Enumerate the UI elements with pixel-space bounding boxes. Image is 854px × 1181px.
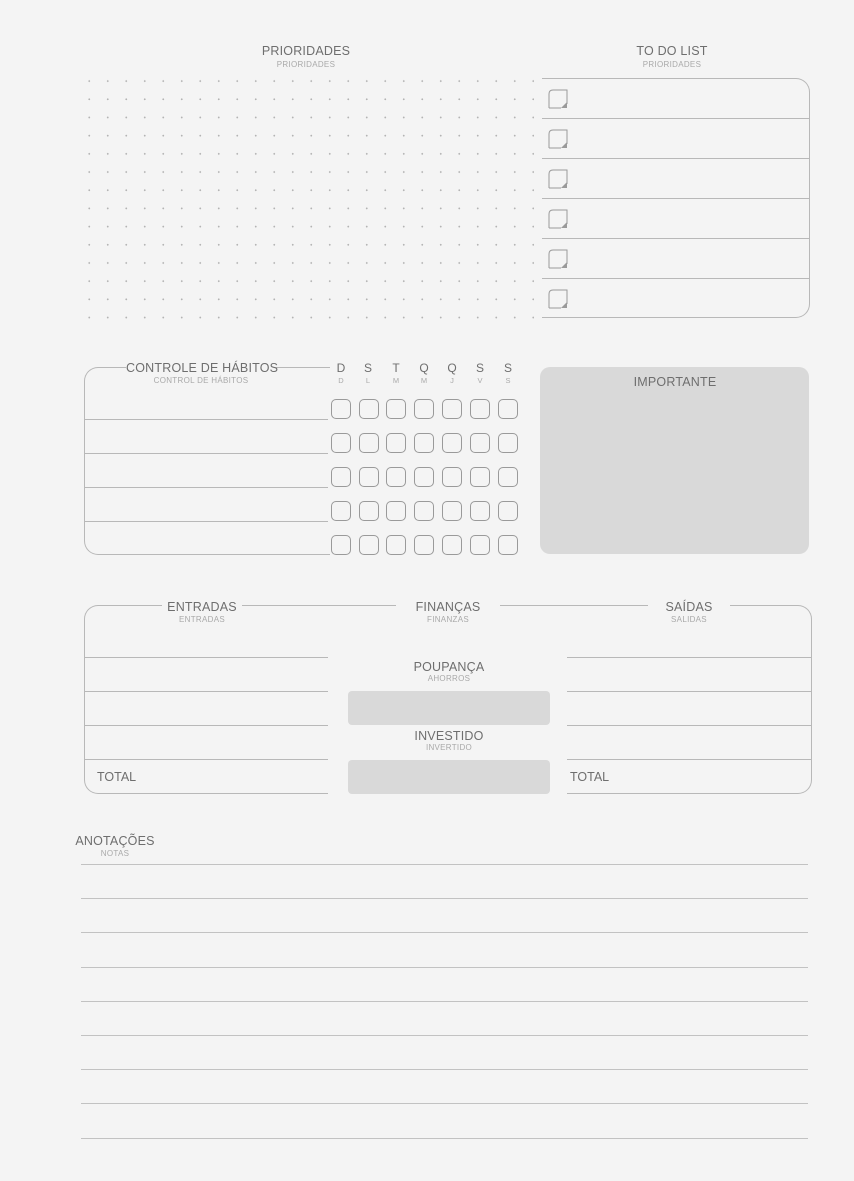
habit-day-sublabel: D	[338, 376, 344, 385]
investido-box[interactable]	[348, 760, 550, 794]
habit-checkbox[interactable]	[331, 535, 351, 555]
saidas-line	[567, 657, 812, 658]
notes-line[interactable]	[81, 1035, 808, 1036]
checkbox-icon	[548, 129, 570, 151]
habit-checkbox[interactable]	[359, 399, 379, 419]
saidas-title: SAÍDAS	[648, 600, 730, 614]
habit-checkbox[interactable]	[359, 535, 379, 555]
saidas-line	[567, 691, 812, 692]
habit-checkbox[interactable]	[414, 467, 434, 487]
habit-checkbox[interactable]	[386, 535, 406, 555]
habit-day-sublabel: M	[392, 376, 400, 385]
habit-checkbox[interactable]	[442, 467, 462, 487]
habit-checkbox[interactable]	[470, 501, 490, 521]
todo-row-divider	[542, 118, 810, 119]
todo-subtitle: PRIORIDADES	[642, 60, 702, 69]
saidas-total-label: TOTAL	[570, 770, 610, 784]
habit-day-sublabel: L	[365, 376, 371, 385]
habit-checkbox[interactable]	[331, 467, 351, 487]
habit-day-header	[497, 361, 519, 385]
habit-row-line	[84, 419, 328, 420]
entradas-line	[84, 691, 328, 692]
habit-checkbox[interactable]	[498, 399, 518, 419]
habit-row-line	[84, 521, 328, 522]
todo-checkbox[interactable]	[548, 249, 568, 269]
entradas-line	[84, 759, 328, 760]
habit-checkbox[interactable]	[442, 433, 462, 453]
notes-line[interactable]	[81, 1069, 808, 1070]
checkbox-icon	[548, 209, 570, 231]
habit-checkbox[interactable]	[470, 433, 490, 453]
habit-checkbox[interactable]	[498, 535, 518, 555]
notes-line[interactable]	[81, 1001, 808, 1002]
habit-checkbox[interactable]	[386, 399, 406, 419]
saidas-line	[567, 759, 812, 760]
entradas-line	[84, 657, 328, 658]
checkbox-icon	[548, 289, 570, 311]
todo-checkbox[interactable]	[548, 209, 568, 229]
poupanca-box[interactable]	[348, 691, 550, 725]
habit-day-label: Q	[419, 361, 429, 375]
entradas-line	[84, 725, 328, 726]
importante-box[interactable]	[540, 367, 809, 554]
habit-day-header	[469, 361, 491, 385]
habit-day-header	[385, 361, 407, 385]
habit-row-line	[84, 453, 328, 454]
prioridades-dot-grid[interactable]	[80, 72, 534, 324]
habit-day-label: S	[475, 361, 484, 375]
habit-day-label: S	[363, 361, 372, 375]
anotacoes-title: ANOTAÇÕES	[75, 834, 155, 848]
todo-checkbox[interactable]	[548, 129, 568, 149]
entradas-subtitle: ENTRADAS	[179, 615, 225, 624]
habit-day-sublabel: V	[477, 376, 483, 385]
habit-checkbox[interactable]	[442, 535, 462, 555]
habit-day-label: Q	[447, 361, 457, 375]
habit-checkbox[interactable]	[414, 399, 434, 419]
checkbox-icon	[548, 89, 570, 111]
habit-row-line	[84, 487, 328, 488]
habit-checkbox[interactable]	[386, 433, 406, 453]
financas-subtitle: FINANZAS	[427, 615, 469, 624]
habit-day-sublabel: S	[505, 376, 511, 385]
notes-line[interactable]	[81, 1138, 808, 1139]
habit-checkbox[interactable]	[498, 501, 518, 521]
notes-line[interactable]	[81, 864, 808, 865]
saidas-subtitle: SALIDAS	[671, 615, 707, 624]
habit-checkbox[interactable]	[414, 535, 434, 555]
habit-checkbox[interactable]	[386, 467, 406, 487]
habit-day-label: S	[503, 361, 512, 375]
todo-checkbox[interactable]	[548, 89, 568, 109]
habit-day-label: T	[392, 361, 400, 375]
todo-row-divider	[542, 158, 810, 159]
importante-title: IMPORTANTE	[633, 375, 717, 389]
habit-day-header	[441, 361, 463, 385]
financas-title: FINANÇAS	[396, 600, 500, 614]
habit-checkbox[interactable]	[331, 501, 351, 521]
todo-title: TO DO LIST	[636, 44, 708, 58]
notes-line[interactable]	[81, 1103, 808, 1104]
habit-day-sublabel: J	[450, 376, 454, 385]
habit-checkbox[interactable]	[414, 433, 434, 453]
habit-checkbox[interactable]	[359, 433, 379, 453]
habit-checkbox[interactable]	[470, 535, 490, 555]
prioridades-title: PRIORIDADES	[261, 44, 351, 58]
habit-checkbox[interactable]	[386, 501, 406, 521]
checkbox-icon	[548, 169, 570, 191]
notes-line[interactable]	[81, 898, 808, 899]
todo-row-divider	[542, 198, 810, 199]
habit-checkbox[interactable]	[331, 399, 351, 419]
todo-checkbox[interactable]	[548, 169, 568, 189]
habit-day-label: D	[336, 361, 346, 375]
prioridades-subtitle: PRIORIDADES	[276, 60, 336, 69]
habit-checkbox[interactable]	[359, 501, 379, 521]
checkbox-icon	[548, 249, 570, 271]
todo-checkbox[interactable]	[548, 289, 568, 309]
investido-subtitle: INVERTIDO	[425, 743, 473, 752]
entradas-frame	[84, 605, 328, 794]
poupanca-title: POUPANÇA	[413, 660, 485, 674]
habit-checkbox[interactable]	[442, 399, 462, 419]
investido-title: INVESTIDO	[414, 729, 484, 743]
poupanca-subtitle: AHORROS	[427, 674, 471, 683]
habit-checkbox[interactable]	[470, 467, 490, 487]
habit-checkbox[interactable]	[359, 467, 379, 487]
entradas-title: ENTRADAS	[162, 600, 242, 614]
saidas-line	[567, 725, 812, 726]
entradas-total-label: TOTAL	[97, 770, 137, 784]
habit-day-sublabel: M	[420, 376, 428, 385]
habit-checkbox[interactable]	[414, 501, 434, 521]
habits-subtitle: CONTROL DE HÁBITOS	[153, 376, 249, 385]
habit-checkbox[interactable]	[498, 467, 518, 487]
habit-day-header	[357, 361, 379, 385]
anotacoes-subtitle: NOTAS	[100, 849, 130, 858]
habits-title: CONTROLE DE HÁBITOS	[126, 361, 279, 375]
saidas-frame	[567, 605, 812, 794]
habit-checkbox[interactable]	[331, 433, 351, 453]
habit-day-header	[330, 361, 352, 385]
notes-line[interactable]	[81, 967, 808, 968]
todo-row-divider	[542, 238, 810, 239]
habit-checkbox[interactable]	[470, 399, 490, 419]
habit-checkbox[interactable]	[442, 501, 462, 521]
habits-frame	[84, 367, 330, 555]
habit-day-header	[413, 361, 435, 385]
todo-row-divider	[542, 278, 810, 279]
habit-checkbox[interactable]	[498, 433, 518, 453]
notes-line[interactable]	[81, 932, 808, 933]
